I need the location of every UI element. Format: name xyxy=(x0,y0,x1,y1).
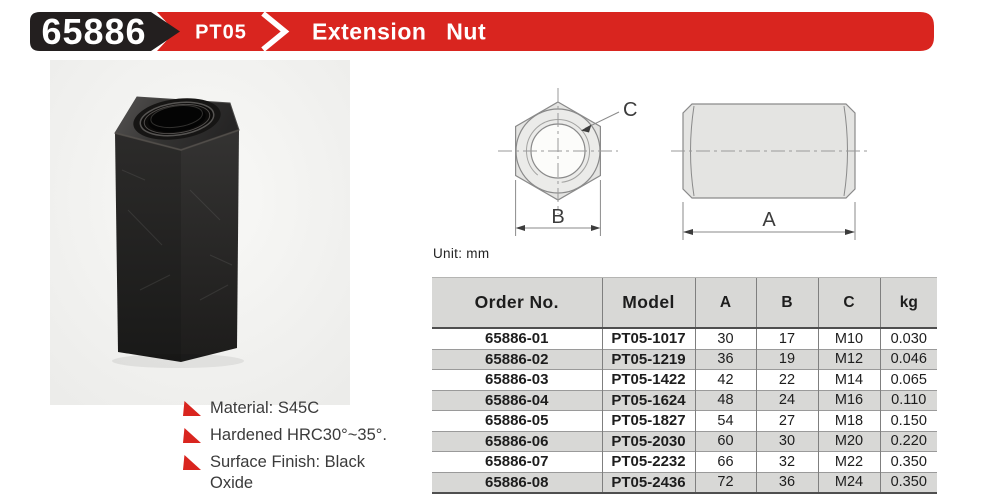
product-title: Extension Nut xyxy=(312,18,487,45)
series-code: PT05 xyxy=(195,21,247,44)
product-photo xyxy=(50,60,350,405)
column-header-order-no-: Order No. xyxy=(432,278,602,329)
table-row xyxy=(432,390,937,411)
table-cell: 65886-08 xyxy=(432,472,602,493)
table-cell: 66 xyxy=(695,452,756,473)
table-cell: 54 xyxy=(695,411,756,432)
table-cell: 36 xyxy=(695,349,756,370)
table-cell: PT05-1017 xyxy=(602,328,695,349)
table-cell: 22 xyxy=(756,370,818,391)
red-triangle-bullet-icon xyxy=(183,428,201,443)
table-cell: M12 xyxy=(818,349,880,370)
table-cell: 0.065 xyxy=(880,370,937,391)
spec-item-text: Hardened HRC30°~35°. xyxy=(210,426,387,444)
table-row xyxy=(432,472,937,493)
red-triangle-bullet-icon xyxy=(183,401,201,416)
table-cell: 0.110 xyxy=(880,390,937,411)
table-cell: 65886-04 xyxy=(432,390,602,411)
label-c-leader xyxy=(581,99,637,133)
table-cell: 30 xyxy=(695,328,756,349)
table-cell: 0.350 xyxy=(880,452,937,473)
spec-item-text: Material: S45C xyxy=(210,399,320,417)
table-cell: 0.030 xyxy=(880,328,937,349)
spec-item xyxy=(183,452,433,494)
table-cell: M16 xyxy=(818,390,880,411)
table-cell: 0.150 xyxy=(880,411,937,432)
nut-shadow xyxy=(112,354,244,368)
technical-drawings xyxy=(455,68,981,258)
table-cell: M14 xyxy=(818,370,880,391)
table-cell: PT05-1422 xyxy=(602,370,695,391)
spec-item xyxy=(183,398,433,419)
table-cell: M22 xyxy=(818,452,880,473)
dim-label-b: B xyxy=(551,206,565,228)
table-cell: 65886-01 xyxy=(485,330,549,348)
table-cell: PT05-2232 xyxy=(602,452,695,473)
unit-note: Unit: mm xyxy=(433,246,490,261)
column-header-b: B xyxy=(756,278,818,329)
table-cell: M10 xyxy=(818,328,880,349)
table-cell: 0.220 xyxy=(880,431,937,452)
table-row xyxy=(432,452,937,473)
spec-table xyxy=(432,277,937,494)
table-cell: 60 xyxy=(695,431,756,452)
column-header-a: A xyxy=(695,278,756,329)
part-number: 65886 xyxy=(41,11,147,52)
table-cell: 65886-05 xyxy=(432,411,602,432)
table-cell: PT05-1827 xyxy=(602,411,695,432)
dim-label-a: A xyxy=(762,209,776,231)
table-cell: 72 xyxy=(695,472,756,493)
table-cell: PT05-1219 xyxy=(602,349,695,370)
table-cell: 65886-06 xyxy=(432,431,602,452)
table-cell: 19 xyxy=(756,349,818,370)
spec-item xyxy=(183,425,433,446)
banner-red-shape xyxy=(157,12,934,51)
table-cell: 30 xyxy=(756,431,818,452)
table-cell: 65886-07 xyxy=(432,452,602,473)
nut-left-face xyxy=(115,133,181,362)
table-cell: 65886-02 xyxy=(432,349,602,370)
table-cell: 48 xyxy=(695,390,756,411)
table-cell: 0.350 xyxy=(880,472,937,493)
column-header-model: Model xyxy=(602,278,695,329)
red-triangle-bullet-icon xyxy=(183,455,201,470)
dim-label-c: C xyxy=(623,99,638,121)
spec-table-container xyxy=(432,277,937,494)
table-cell: 32 xyxy=(756,452,818,473)
spec-table-header xyxy=(432,278,937,329)
table-row xyxy=(432,349,937,370)
spec-item-text: Surface Finish: Black Oxide xyxy=(210,453,365,492)
table-cell: 36 xyxy=(756,472,818,493)
table-cell: M24 xyxy=(818,472,880,493)
table-row xyxy=(432,431,937,452)
table-cell: PT05-2436 xyxy=(602,472,695,493)
table-cell: M20 xyxy=(818,431,880,452)
table-cell: 27 xyxy=(756,411,818,432)
table-row xyxy=(432,328,937,349)
header-banner xyxy=(0,0,981,58)
column-header-c: C xyxy=(818,278,880,329)
table-row xyxy=(432,411,937,432)
table-cell: M18 xyxy=(818,411,880,432)
table-row xyxy=(432,370,937,391)
table-cell: 42 xyxy=(695,370,756,391)
column-header-kg: kg xyxy=(880,278,937,329)
table-cell: 17 xyxy=(756,328,818,349)
table-cell: 24 xyxy=(756,390,818,411)
table-cell: 65886-03 xyxy=(432,370,602,391)
table-cell: 0.046 xyxy=(880,349,937,370)
nut-right-face xyxy=(181,130,239,362)
material-specs-list xyxy=(183,398,433,499)
table-cell: PT05-1624 xyxy=(602,390,695,411)
table-cell: PT05-2030 xyxy=(602,431,695,452)
